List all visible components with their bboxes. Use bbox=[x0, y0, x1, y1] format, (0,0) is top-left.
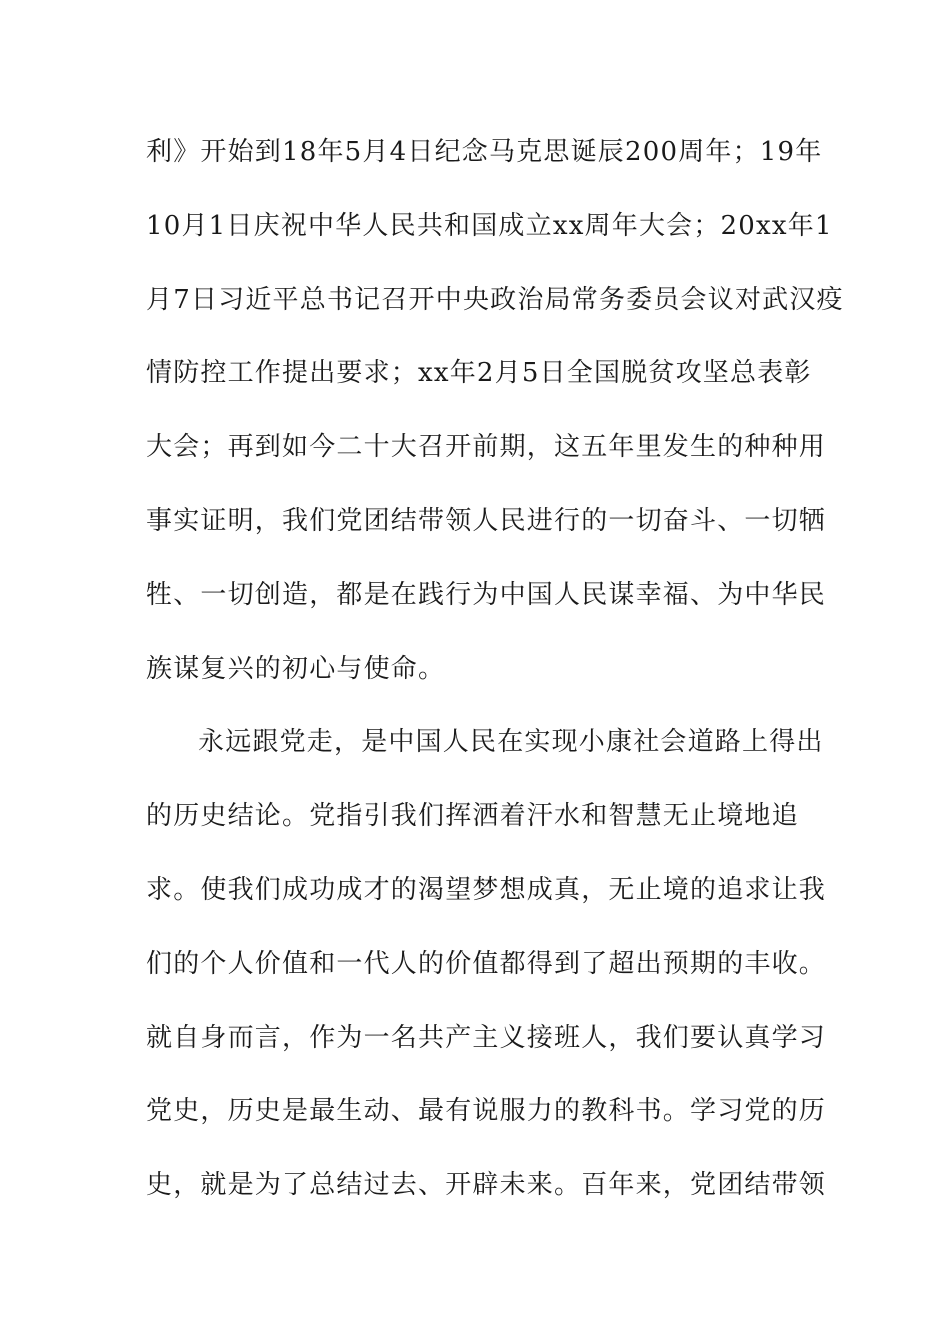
text-line: 情防控工作提出要求；xx年2月5日全国脱贫攻坚总表彰 bbox=[146, 358, 812, 389]
text-line: 大会；再到如今二十大召开前期，这五年里发生的种种用 bbox=[146, 432, 827, 463]
document-body bbox=[146, 122, 844, 1229]
text-line: 利》开始到18年5月4日纪念马克思诞辰200周年；19年 bbox=[146, 137, 823, 167]
text-line: 史，就是为了总结过去、开辟未来。百年来，党团结带领 bbox=[146, 1170, 827, 1201]
paragraph-start-line: 永远跟党走，是中国人民在实现小康社会道路上得出 bbox=[198, 727, 824, 758]
text-line: 求。使我们成功成才的渴望梦想成真，无止境的追求让我 bbox=[146, 874, 827, 905]
text-line: 牲、一切创造，都是在践行为中国人民谋幸福、为中华民 bbox=[146, 579, 827, 610]
text-line: 的历史结论。党指引我们挥洒着汗水和智慧无止境地追 bbox=[146, 801, 799, 832]
text-line: 就自身而言，作为一名共产主义接班人，我们要认真学习 bbox=[146, 1022, 827, 1053]
text-line: 事实证明，我们党团结带领人民进行的一切奋斗、一切牺 bbox=[146, 505, 827, 536]
text-line: 10月1日庆祝中华人民共和国成立xx周年大会；20xx年1 bbox=[146, 210, 833, 241]
text-line: 们的个人价值和一代人的价值都得到了超出预期的丰收。 bbox=[146, 948, 827, 979]
text-line: 月7日习近平总书记召开中央政治局常务委员会议对武汉疫 bbox=[146, 284, 844, 315]
text-line: 族谋复兴的初心与使命。 bbox=[146, 653, 446, 684]
text-line: 党史，历史是最生动、最有说服力的教科书。学习党的历 bbox=[146, 1096, 827, 1127]
